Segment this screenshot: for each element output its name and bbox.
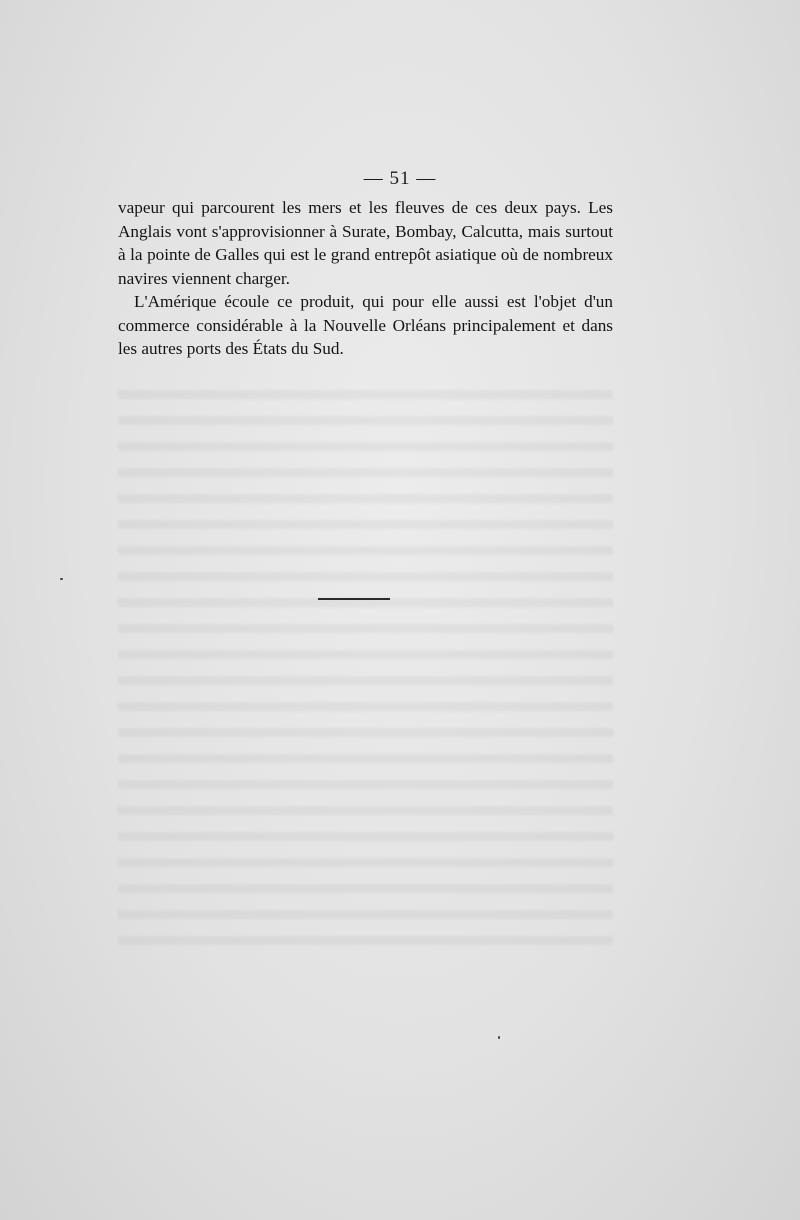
paragraph-2: L'Amérique écoule ce produit, qui pour elle aussi est l'objet d'un commerce considérable à la Nouvelle Orléans principalement et dans les autres ports des États du Sud. (118, 292, 613, 358)
show-through-text (118, 378, 613, 958)
separator-rule (318, 598, 390, 600)
ink-speck (60, 578, 63, 580)
page-number: — 51 — (363, 168, 437, 189)
ink-speck (498, 1036, 500, 1039)
paragraph-1: vapeur qui parcourent les mers et les fleuves de ces deux pays. Les Anglais vont s'approvisionner à Surate, Bombay, Calcutta, mais surtout à la pointe de Galles qui est le grand entrepôt asiatique où de nombreux navires viennent charger. (118, 198, 613, 288)
body-text (118, 196, 613, 361)
